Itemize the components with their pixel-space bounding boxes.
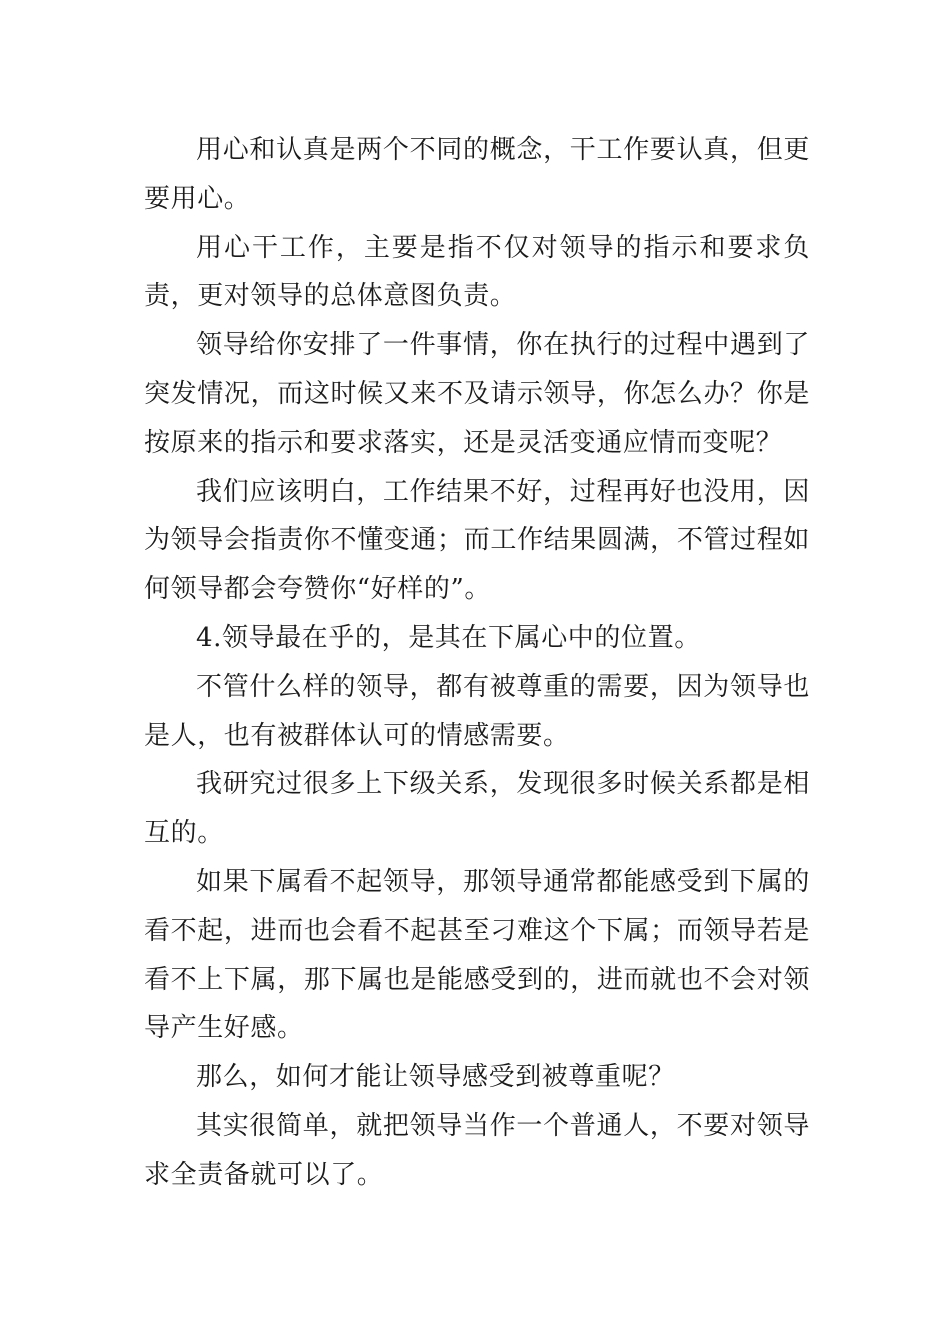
paragraph-6: 不管什么样的领导，都有被尊重的需要，因为领导也是人，也有被群体认可的情感需要。 bbox=[144, 671, 810, 751]
paragraph-4: 我们应该明白，工作结果不好，过程再好也没用，因为领导会指责你不懂变通；而工作结果圆满，不管过程如何领导都会夸赞你“好样的”。 bbox=[144, 476, 810, 605]
paragraph-10: 其实很简单，就把领导当作一个普通人，不要对领导求全责备就可以了。 bbox=[144, 1110, 810, 1190]
section-heading-4: 4.领导最在乎的，是其在下属心中的位置。 bbox=[196, 622, 701, 653]
paragraph-3: 领导给你安排了一件事情，你在执行的过程中遇到了突发情况，而这时候又来不及请示领导，你怎么办？你是按原来的指示和要求落实，还是灵活变通应情而变呢？ bbox=[144, 330, 810, 458]
document-body bbox=[144, 126, 810, 1200]
paragraph-2: 用心干工作，主要是指不仅对领导的指示和要求负责，更对领导的总体意图负责。 bbox=[144, 232, 810, 312]
paragraph-9: 那么，如何才能让领导感受到被尊重呢？ bbox=[196, 1062, 675, 1093]
paragraph-7: 我研究过很多上下级关系，发现很多时候关系都是相互的。 bbox=[144, 769, 810, 849]
paragraph-1: 用心和认真是两个不同的概念，干工作要认真，但更要用心。 bbox=[144, 135, 810, 214]
paragraph-8: 如果下属看不起领导，那领导通常都能感受到下属的看不起，进而也会看不起甚至刁难这个下属；而领导若是看不上下属，那下属也是能感受到的，进而就也不会对领导产生好感。 bbox=[144, 866, 810, 1044]
